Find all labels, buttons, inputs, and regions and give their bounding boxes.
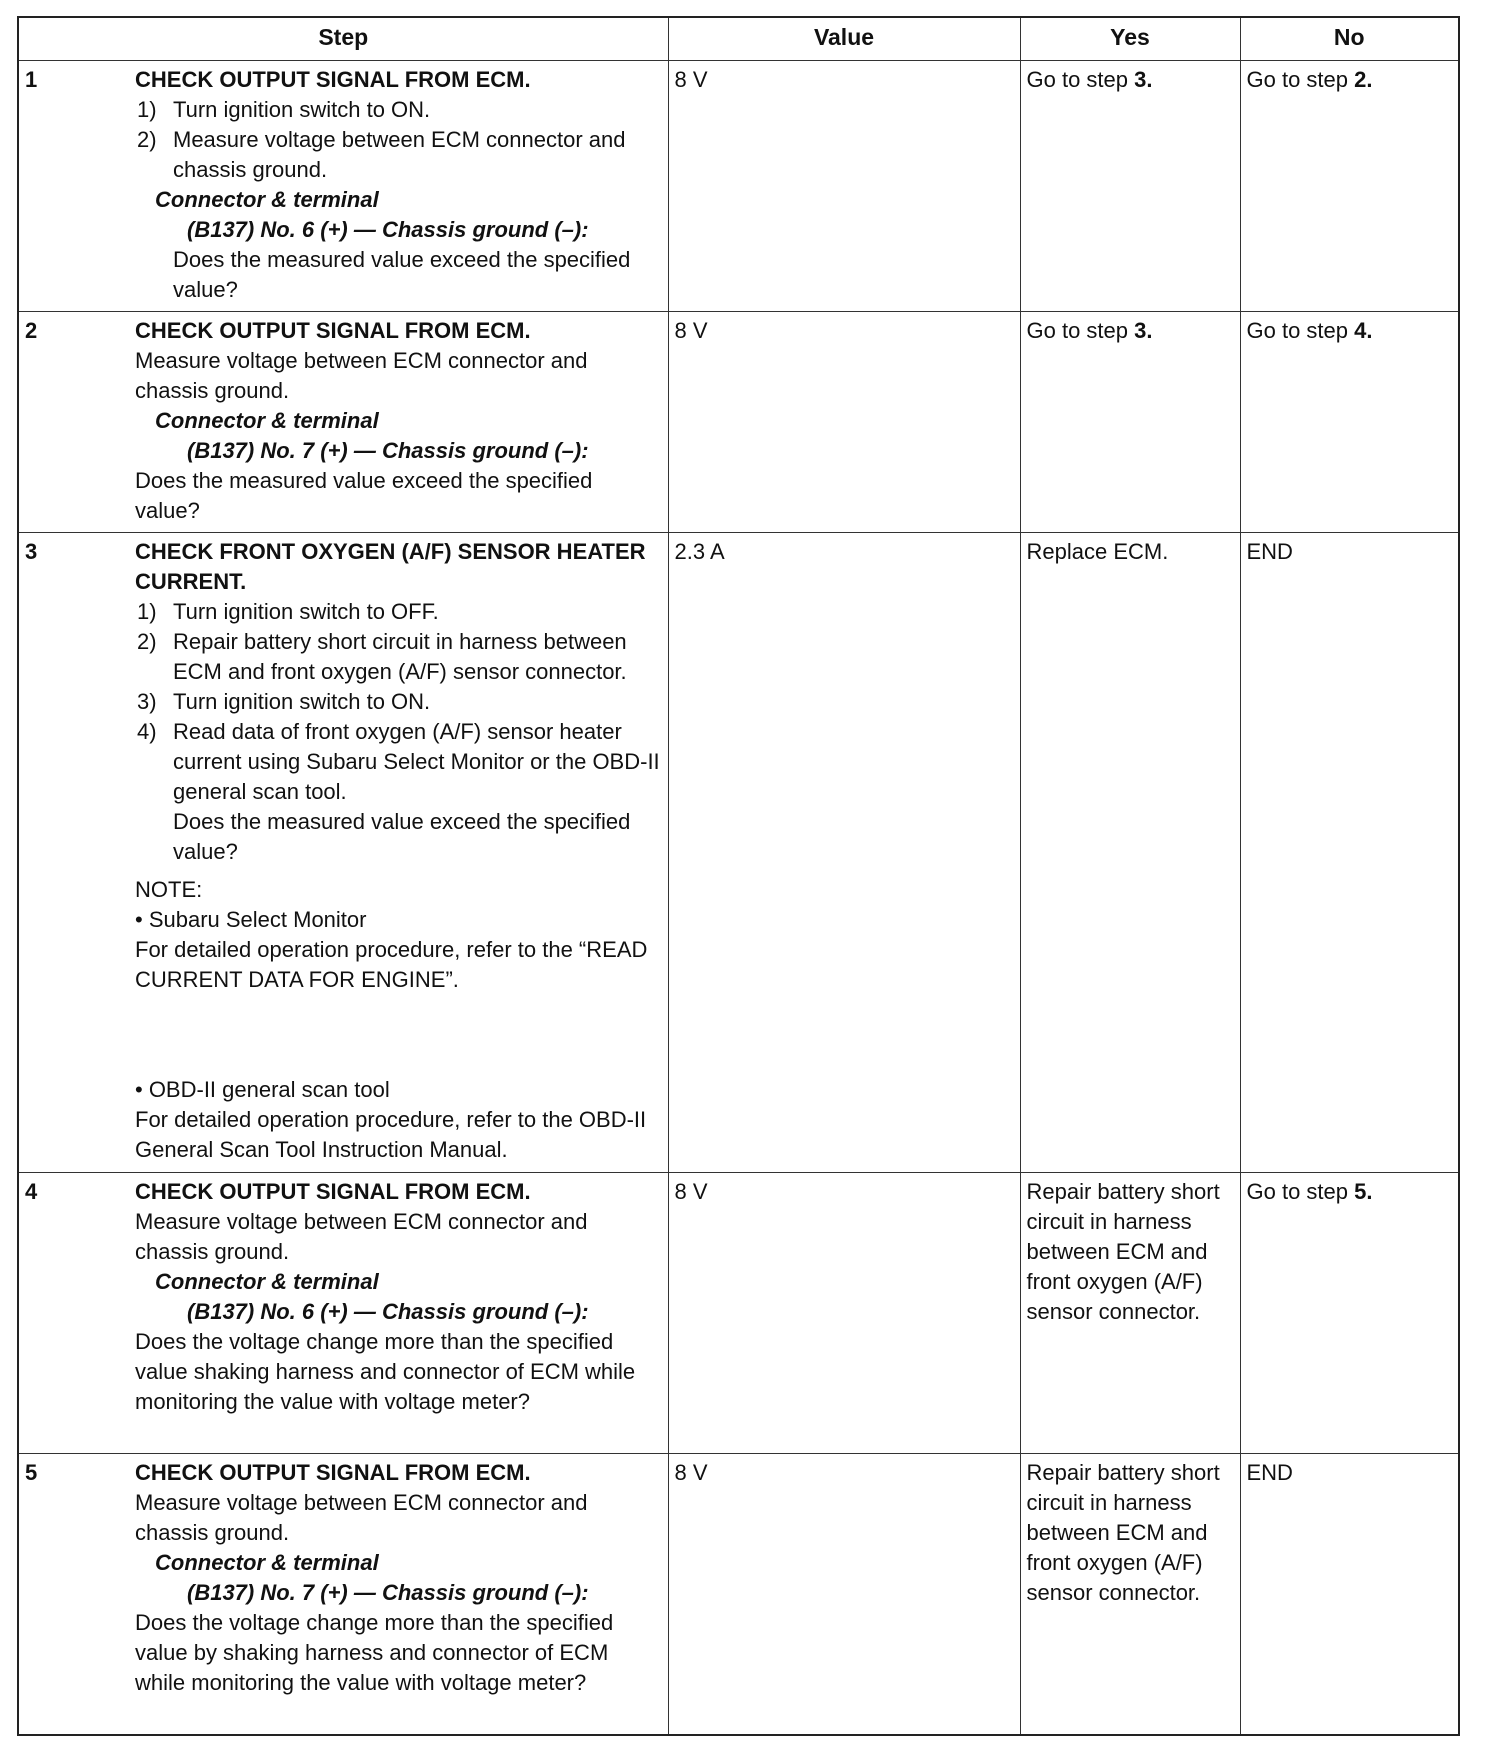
header-no: No (1240, 17, 1459, 61)
sub-step: 1) Turn ignition switch to ON. (137, 97, 431, 122)
step-question: Does the measured value exceed the specified value? (173, 247, 631, 302)
connector-label: Connector & terminal (155, 408, 379, 434)
step-title: CHECK FRONT OXYGEN (A/F) SENSOR HEATER CURRENT. (135, 539, 646, 595)
yes-cell: Go to step 3. (1020, 312, 1240, 533)
header-row (18, 17, 1459, 61)
no-cell: END (1240, 533, 1459, 1172)
header-value: Value (668, 17, 1020, 61)
step-number: 1 (25, 67, 38, 92)
note-title: • Subaru Select Monitor (135, 907, 367, 933)
header-yes: Yes (1020, 17, 1240, 61)
yes-cell: Repair battery short circuit in harness between ECM and front oxygen (A/F) sensor connector. (1020, 1172, 1240, 1453)
connector-label: Connector & terminal (155, 187, 379, 212)
yes-cell: Repair battery short circuit in harness between ECM and front oxygen (A/F) sensor connector. (1020, 1454, 1240, 1735)
step-cell (18, 1172, 668, 1453)
diagnostic-table (17, 16, 1460, 1736)
step-number: 3 (25, 539, 38, 565)
connector-terminal: (B137) No. 6 (+) — Chassis ground (–): (187, 217, 589, 242)
sub-step: 3) Turn ignition switch to ON. (137, 689, 431, 715)
table-row (18, 533, 1459, 1172)
step-cell (18, 61, 668, 312)
step-number: 2 (25, 318, 38, 344)
step-question: Does the measured value exceed the specified value? (173, 809, 631, 865)
no-cell: Go to step 2. (1240, 61, 1459, 312)
step-question: Does the voltage change more than the specified value shaking harness and connector of ECM while monitoring the value with voltage meter? (135, 1328, 636, 1414)
step-number: 5 (25, 1460, 38, 1486)
note-text: For detailed operation procedure, refer to the “READ CURRENT DATA FOR ENGINE”. (135, 937, 648, 993)
yes-cell: Replace ECM. (1020, 533, 1240, 1172)
connector-terminal: (B137) No. 7 (+) — Chassis ground (–): (187, 1580, 589, 1606)
step-question: Does the measured value exceed the specified value? (135, 468, 593, 524)
sub-step: 2) Measure voltage between ECM connector and chassis ground. (137, 127, 626, 182)
value-cell: 8 V (668, 61, 1020, 312)
sub-step: 2) Repair battery short circuit in harness between ECM and front oxygen (A/F) sensor connector. (137, 629, 627, 685)
step-lead: Measure voltage between ECM connector and chassis ground. (135, 1490, 588, 1546)
note-text: For detailed operation procedure, refer to the OBD-II General Scan Tool Instruction Manual. (135, 1107, 647, 1163)
step-question: Does the voltage change more than the specified value by shaking harness and connector of ECM while monitoring the value with voltage meter? (135, 1610, 614, 1696)
sub-step-list (135, 95, 662, 185)
step-cell (18, 1454, 668, 1735)
step-cell (18, 312, 668, 533)
table-row (18, 312, 1459, 533)
no-cell: END (1240, 1454, 1459, 1735)
connector-terminal: (B137) No. 7 (+) — Chassis ground (–): (187, 438, 589, 464)
sub-step-list (135, 597, 662, 807)
step-lead: Measure voltage between ECM connector and chassis ground. (135, 1208, 588, 1264)
table-row (18, 1172, 1459, 1453)
note-title: • OBD-II general scan tool (135, 1077, 390, 1103)
table-row (18, 1454, 1459, 1735)
step-cell (18, 533, 668, 1172)
step-number: 4 (25, 1178, 38, 1204)
value-cell: 2.3 A (668, 533, 1020, 1172)
yes-cell: Go to step 3. (1020, 61, 1240, 312)
sub-step: 4) Read data of front oxygen (A/F) sensor heater current using Subaru Select Monitor or the OBD-II general scan tool. (137, 719, 660, 805)
step-title: CHECK OUTPUT SIGNAL FROM ECM. (135, 67, 531, 92)
connector-terminal: (B137) No. 6 (+) — Chassis ground (–): (187, 1298, 589, 1324)
no-cell: Go to step 5. (1240, 1172, 1459, 1453)
step-title: CHECK OUTPUT SIGNAL FROM ECM. (135, 318, 531, 344)
note-label: NOTE: (135, 877, 203, 903)
note-block (135, 875, 662, 1165)
connector-label: Connector & terminal (155, 1268, 379, 1294)
value-cell: 8 V (668, 312, 1020, 533)
sub-step: 1) Turn ignition switch to OFF. (137, 599, 439, 625)
step-title: CHECK OUTPUT SIGNAL FROM ECM. (135, 1178, 531, 1204)
header-step: Step (18, 17, 668, 61)
step-lead: Measure voltage between ECM connector and chassis ground. (135, 348, 588, 404)
step-title: CHECK OUTPUT SIGNAL FROM ECM. (135, 1460, 531, 1486)
connector-label: Connector & terminal (155, 1550, 379, 1576)
table-row (18, 61, 1459, 312)
no-cell: Go to step 4. (1240, 312, 1459, 533)
value-cell: 8 V (668, 1172, 1020, 1453)
value-cell: 8 V (668, 1454, 1020, 1735)
